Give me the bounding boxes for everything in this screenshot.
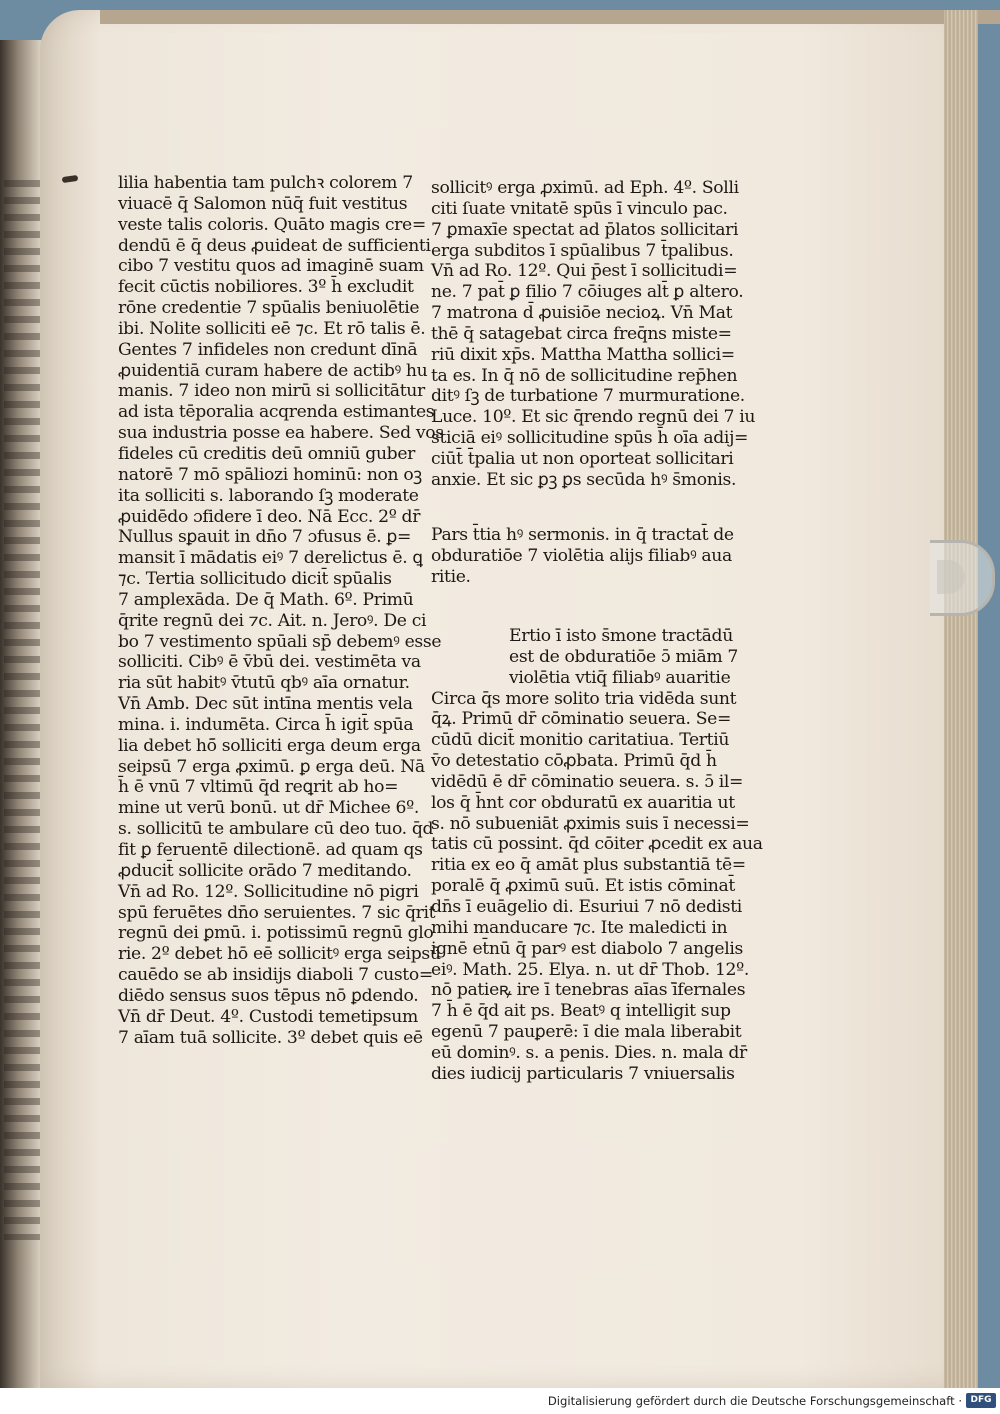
text-line: ditꝰ ſꝫ de turbatione 7 murmuratione.: [431, 386, 745, 407]
text-line: citi ſuate vnitatē spūs ī vinculo pac.: [431, 198, 728, 219]
text-line: mine ut verū bonū. ut dr̄ Michee 6º.: [118, 798, 419, 819]
text-line: fecit cūctis nobiliores. 3º h̄ excludit: [118, 277, 414, 298]
text-line: Ertio ī isto s̄mone tractādū: [509, 626, 733, 646]
text-line: veste talis coloris. Quāto magis cre=: [118, 214, 426, 235]
text-line: dendū ē q̄ deus ꝓuideat de sufficienti: [118, 235, 431, 256]
text-line: ciūt̄ t̄palia ut non oporteat sollicitari: [431, 448, 734, 469]
text-line: cauēdo se ab insidijs diaboli 7 custo=: [118, 965, 433, 986]
text-line: 7 ꝑmaxīe spectat ad p̄latos sollicitari: [431, 219, 739, 240]
text-line: manis. 7 ideo non mirū si sollicitātur: [118, 381, 425, 402]
text-line: nō patieꝶ ire ī tenebras aīas ī̄fernales: [431, 980, 746, 1001]
text-line: ꝓuidēdo ɔfidere ī deo. Nā Ecc. 2º dr̄: [118, 506, 421, 527]
text-line: mihi manducare ⁊c. Ite maledicti in: [431, 917, 728, 938]
text-line: ita solliciti s. laborando ſꝫ moderate: [118, 485, 419, 506]
text-line: sticiā eiꝰ sollicitudine spūs h̄ oīa adij=: [431, 428, 749, 449]
text-line: Luce. 10º. Et sic q̄rendo regnū dei 7 iu: [431, 407, 756, 428]
text-line: 7 aīam tuā sollicite. 3º debet quis eē: [118, 1027, 423, 1048]
text-line: ⁊c. Tertia sollicitudo dicit̄ spūalis: [118, 569, 392, 590]
left-page-text-fragment: [4, 180, 44, 1240]
footer-bar: [0, 1388, 1000, 1414]
text-line: ꝓducit̄ sollicite orādo 7 meditando.: [118, 860, 412, 881]
text-line: los q̄ h̄nt cor obduratū ex auaritia ut: [431, 792, 735, 813]
text-line: thē q̄ satagebat circa freq̄ns miste=: [431, 323, 732, 344]
text-line: obduratiōe 7 violētia alijs filiabꝰ aua: [431, 545, 732, 566]
right-text-column-section-heading: [431, 525, 734, 588]
text-line: eiꝰ. Math. 25. Elya. n. ut dr̄ Thob. 12º.: [431, 959, 749, 980]
text-line: Vn̄ Amb. Dec sūt intīna mentis vela: [118, 694, 413, 715]
text-line: h̄ ē vnū 7 vltimū q̄d reꝗrit ab ho=: [118, 777, 399, 798]
text-line: lilia habentia tam pulchꝛ colorem 7: [118, 173, 413, 193]
text-line: Vn̄ ad Ro. 12º. Qui p̄est ī sollicitudi=: [431, 261, 738, 282]
text-line: fit ꝑ feruentē dilectionē. ad quam qs: [118, 840, 423, 860]
text-line: mina. i. indumēta. Circa h̄ igit̄ spūa: [118, 714, 414, 735]
text-line: fideles cū creditis deū omniū guber: [118, 443, 416, 464]
text-line: Vn̄ ad Ro. 12º. Sollicitudine nō pigri: [118, 881, 419, 902]
text-line: est de obduratiōe ɔ̄ miām 7: [509, 646, 738, 667]
text-line: ritie.: [431, 566, 471, 587]
text-line: ria sūt habitꝰ v̄tutū qbꝰ aīa ornatur.: [118, 673, 410, 694]
text-line: dies iudicij particularis 7 vniuersalis: [431, 1063, 735, 1084]
text-line: erga subditos ī spūalibus 7 t̄palibus.: [431, 240, 734, 261]
text-line: tatis cū possint. q̄d cōiter ꝓcedit ex aua: [431, 834, 763, 855]
text-line: solliciti. Cibꝰ ē v̄bū dei. vestimēta va: [118, 652, 421, 673]
text-line: anxie. Et sic ꝑꝫ ꝑs secūda hꝰ s̄monis.: [431, 469, 737, 490]
text-line: bo 7 vestimento spūali sp̄ debemꝰ esse: [118, 631, 442, 652]
text-line: ta es. In q̄ nō de sollicitudine rep̄hen: [431, 365, 738, 386]
text-line: ritia ex eo q̄ amāt plus substantiā tē=: [431, 855, 746, 876]
right-text-column-part1: [431, 178, 755, 491]
text-line: ꝓuidentiā curam habere de actibꝰ hu: [118, 360, 428, 381]
text-line: Gentes 7 infideles non credunt dīnā: [118, 339, 418, 360]
text-line: s. sollicitū te ambulare cū deo tuo. q̄d: [118, 819, 434, 840]
text-line: egenū 7 pauꝑerē: ī die mala liberabit: [431, 1022, 742, 1043]
text-line: regnū dei ꝑmū. i. potissimū regnū glo: [118, 923, 434, 944]
text-line: spū feruētes dn̄o seruientes. 7 sic q̄rit: [118, 902, 436, 923]
text-line: ibi. Nolite solliciti eē ⁊c. Et rō talis ē.: [118, 318, 426, 339]
text-line: q̄ꝝ. Primū dr̄ cōminatio seuera. Se=: [431, 709, 732, 730]
text-line: Nullus sꝑauit in dn̄o 7 ɔfusus ē. ꝑ=: [118, 527, 412, 548]
text-line: rie. 2º debet hō eē sollicitꝰ erga seipsū: [118, 944, 441, 965]
text-line: violētia vtiq̄ filiabꝰ auaritie: [509, 667, 731, 688]
text-line: cibo 7 vestitu quos ad imaginē suam: [118, 256, 424, 277]
text-line: dn̄s ī euāgelio di. Esuriui 7 nō dedisti: [431, 896, 742, 917]
text-line: s. nō subueniāt ꝓximis suis ī necessi=: [431, 813, 750, 834]
text-line: Circa q̄s more solito tria vidēda sunt: [431, 688, 737, 709]
text-line: viuacē q̄ Salomon nūq̄ fuit vestitus: [118, 193, 408, 214]
text-line: v̄o detestatio cōꝓbata. Primū q̄d h̄: [431, 751, 717, 772]
right-text-column-part3: [431, 626, 763, 1085]
text-line: sollicitꝰ erga ꝓximū. ad Eph. 4º. Solli: [431, 178, 739, 198]
text-line: Pars t̄tia hꝰ sermonis. in q̄ tractat̄ de: [431, 525, 734, 545]
text-line: seipsū 7 erga ꝓximū. ꝑ erga deū. Nā: [118, 756, 425, 777]
text-line: ad ista tēporalia acqrenda estimantes: [118, 402, 435, 423]
text-line: poralē q̄ ꝓximū suū. Et istis cōminat̄: [431, 876, 735, 897]
text-line: 7 matrona d̄ ꝓuisiōe necioꝝ. Vn̄ Mat: [431, 303, 733, 324]
left-text-column: [118, 173, 444, 1048]
text-line: vidēdū ē dr̄ cōminatio seuera. s. ɔ̄ il=: [431, 771, 744, 792]
text-line: natorē 7 mō spāliozi hominū: non oꝫ: [118, 464, 422, 485]
text-line: rōne credentie 7 spūalis beniuolētie: [118, 298, 420, 319]
text-line: lia debet hō̄ solliciti erga deum erga: [118, 735, 421, 756]
text-line: q̄rite regnū dei ⁊c. Ait. n. Jeroꝰ. De ci: [118, 610, 427, 631]
page-top-edge: [100, 10, 1000, 24]
footer-credit: Digitalisierung gefördert durch die Deutsche Forschungsgemeinschaft ·: [547, 1394, 962, 1408]
page-fore-edge: [944, 10, 978, 1388]
text-line: ignē et̄nū q̄ parꝰ est diabolo 7 angelis: [431, 938, 744, 959]
text-line: sua industria posse ea habere. Sed vos: [118, 423, 444, 444]
text-line: 7 h̄ ē q̄d ait ps. Beatꝰ q intelligit sup: [431, 1001, 731, 1022]
text-line: eū dominꝰ. s. a penis. Dies. n. mala dr̄: [431, 1042, 747, 1063]
dfg-logo: DFG: [966, 1393, 996, 1408]
text-line: riū dixit xp̄s. Mattha Mattha sollici=: [431, 344, 735, 365]
text-line: diēdo sensus suos tēpus nō ꝑdendo.: [118, 985, 419, 1006]
initial-letter-space: [434, 628, 500, 684]
text-line: ne. 7 pat̄ ꝑ filio 7 cōiuges alt̄ ꝑ altero.: [431, 282, 744, 303]
text-line: cūdū dicit̄ monitio caritatiua. Tertiū: [431, 730, 730, 751]
text-line: mansit ī mādatis eiꝰ 7 derelictus ē. ꝗ: [118, 548, 423, 569]
text-line: Vn̄ dr̄ Deut. 4º. Custodi temetipsum: [118, 1006, 418, 1027]
text-line: 7 amplexāda. De q̄ Math. 6º. Primū: [118, 589, 414, 610]
